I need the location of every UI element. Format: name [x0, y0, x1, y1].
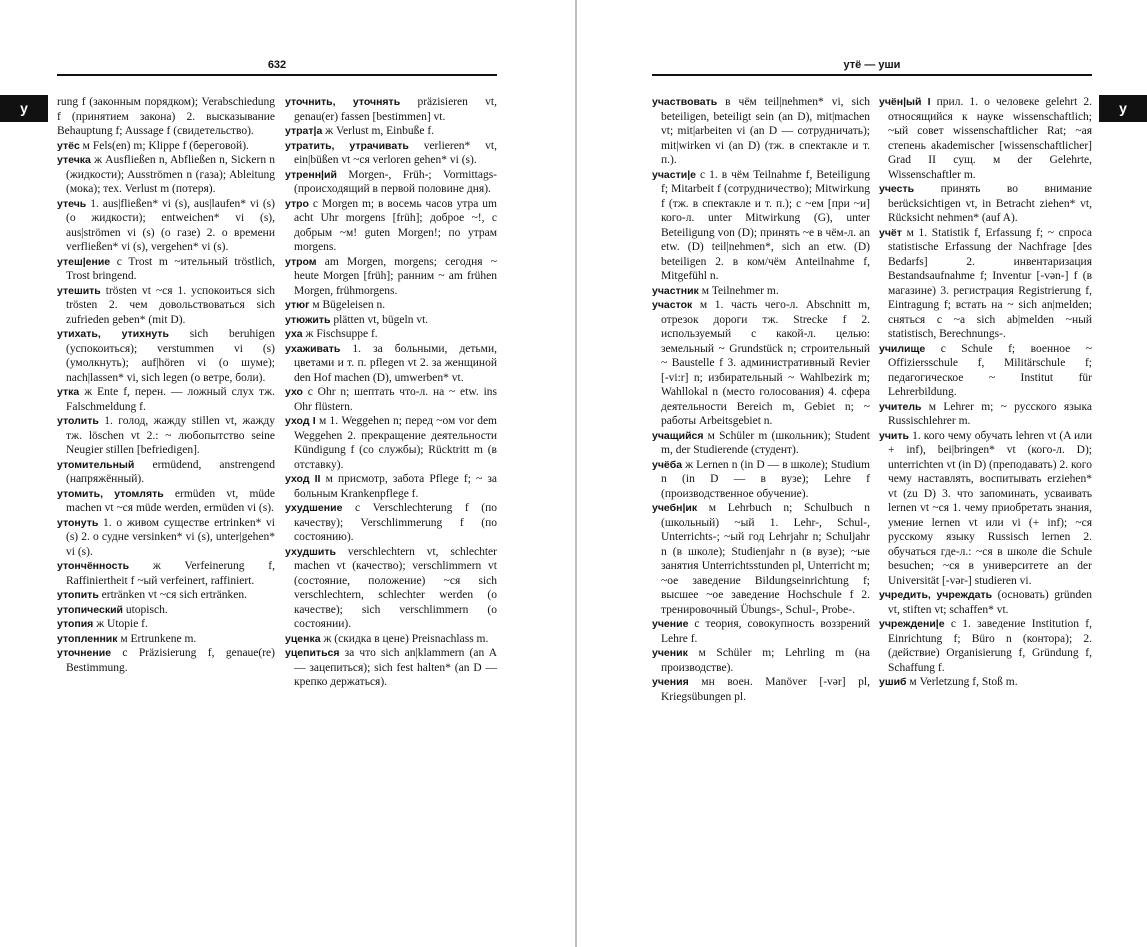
entry-headword: уценка [285, 632, 321, 645]
entry-headword: учить [879, 429, 909, 442]
entry-headword: учёт [879, 226, 902, 239]
dictionary-entry [285, 95, 497, 124]
entry-definition: 1. голод, жажду stillen vt, жажду тж. löschen vt 2.: ~ любопытство seine Neugier stillen [befriedigen]. [66, 415, 275, 456]
entry-definition: с Ohr n; шептать что-л. на ~ etw. ins Ohr flüstern. [294, 386, 497, 413]
entry-definition: trösten vt ~ся 1. успокоиться sich trösten 2. чем довольствоваться sich zufrieden geben* (mit D). [66, 284, 275, 326]
dictionary-entry [652, 501, 870, 617]
dictionary-entry [57, 153, 275, 197]
entry-headword: утопленник [57, 632, 118, 645]
dictionary-entry [57, 603, 275, 618]
entry-headword: утопия [57, 618, 94, 630]
dictionary-entry [285, 472, 497, 501]
entry-headword: утюг [285, 299, 310, 311]
entry-headword: участок [652, 299, 693, 311]
dictionary-entry [652, 95, 870, 168]
entry-headword: участник [652, 284, 699, 297]
entry-definition: с теория, совокупность воззрений Lehre f. [661, 618, 870, 645]
entry-definition: с Schule f; военное ~ Offiziersschule f, Militärschule f; педагогическое ~ Institut für Lehrerbildung. [888, 342, 1092, 398]
entry-headword: утка [57, 386, 80, 398]
entry-definition: с Präzisierung f, genaue(re) Bestimmung. [66, 647, 275, 674]
entry-definition: Morgen-, Früh-; Vormittags- (происходящий в первой половине дня). [294, 168, 497, 195]
entry-definition: с 1. в чём Teilnahme f, Beteiligung f; Mitarbeit f (сотрудничество); Mitwirkung f (тж. в спектакле и т. п.); с ~ем [при ~и] кого-л. unter Mitwirkung (G), unter Beteiligung von (D); принять ~е в чём-л. an etw. (D) teil|nehmen*, sich an etw. (D) beteiligen 2. в ком/чём Anteilnahme f, Mitgefühl n. [661, 168, 870, 282]
entry-definition: 1. aus|fließen* vi (s), aus|laufen* vi (s) (о жидкости); entweichen* vi (s), aus|strömen vi (s) (о газе) 2. о времени verfließen* vi (s), vergehen* vi (s). [66, 197, 275, 253]
entry-headword: учредить, учреждать [879, 589, 993, 601]
entry-definition: м Verletzung f, Stoß m. [906, 676, 1018, 688]
entry-headword: учение [652, 618, 689, 630]
entry-headword: утренн|ий [285, 168, 337, 181]
entry-definition: м Schüler m; Lehrling m (на производстве). [661, 647, 870, 674]
entry-definition: ж Verlust m, Einbuße f. [322, 125, 435, 137]
entry-headword: утончённость [57, 560, 130, 572]
entry-headword: участвовать [652, 96, 718, 108]
dictionary-entry [57, 197, 275, 255]
dictionary-entry [285, 168, 497, 197]
entry-definition: rung f (законным порядком); Verabschiedung f (принятием закона) 2. высказывание Behauptung f; Aussage f (свидетельство). [57, 96, 275, 137]
entry-headword: ученик [652, 647, 688, 659]
entry-headword: утечка [57, 154, 91, 166]
dictionary-entry [57, 255, 275, 284]
entry-headword: ухудшение [285, 502, 343, 514]
dictionary-entry [879, 588, 1092, 617]
entry-headword: ухаживать [285, 342, 341, 355]
dictionary-entry [652, 458, 870, 502]
entry-definition: принять во внимание berücksichtigen vt, in Betracht ziehen* vt, Rücksicht nehmen* (auf A). [888, 183, 1092, 224]
dictionary-entry [879, 182, 1092, 226]
dictionary-entry [879, 675, 1092, 690]
entry-definition: в чём teil|nehmen* vi, sich beteiligen, beteiligt sein (an D), mit|machen vt; mit|arbeiten vi (an D — сотрудничать); mit|wirken vi (an D) (тж. в спектакле и т. п.). [661, 96, 870, 166]
entry-headword: участи|е [652, 168, 696, 181]
dictionary-column [879, 95, 1092, 690]
entry-definition: м Fels(en) m; Klippe f (береговой). [79, 139, 249, 152]
entry-headword: ушиб [879, 676, 907, 688]
entry-headword: ухо [285, 386, 303, 398]
dictionary-entry [57, 95, 275, 139]
dictionary-entry [57, 327, 275, 385]
entry-definition: verschlechtern vt, schlechter machen vt (качество); verschlimmern vt (состояние, положение) ~ся sich verschlechtern, schlechter werden (о качестве); sich verschlimmern (о состоянии). [294, 545, 497, 630]
entry-headword: учёба [652, 458, 683, 471]
dictionary-entry [652, 168, 870, 284]
entry-definition: am Morgen, morgens; сегодня ~ heute Morgen [früh]; ранним ~ am frühen Morgen, frühmorgens. [294, 255, 497, 297]
entry-definition: м Lehrer m; ~ русского языка Russischlehrer m. [888, 400, 1092, 427]
entry-definition: sich beruhigen (успокоиться); verstummen vi (s) (умолкнуть); auf|hören vi (о шуме); nach|lassen* vi, sich legen (о ветре, боли). [66, 328, 275, 384]
dictionary-entry [57, 588, 275, 603]
entry-definition: за что sich an|klammern (an A — зацепиться); sich fest halten* (an D — крепко держаться). [294, 647, 497, 688]
entry-headword: учесть [879, 183, 915, 195]
entry-headword: уха [285, 328, 303, 340]
entry-definition: ermüdend, anstrengend (напряжённый). [66, 458, 275, 485]
header-rule [652, 74, 1092, 76]
entry-definition: мн воен. Manöver [-vər] pl, Kriegsübungen pl. [661, 676, 870, 703]
dictionary-entry [652, 617, 870, 646]
dictionary-entry [285, 646, 497, 690]
dictionary-entry [57, 632, 275, 647]
dictionary-entry [285, 313, 497, 328]
dictionary-entry [57, 284, 275, 328]
entry-definition: ertränken vt ~ся sich ertränken. [98, 589, 247, 601]
entry-definition: м 1. часть чего-л. Abschnitt m, отрезок дороги тж. Strecke f 2. используемый с какой-л. целью: земельный ~ Grundstück n; строительный ~ Baustelle f 3. административный Revier [-vi:r] n; избирательный ~ Wahlbezirk m; Wahllokal n (место голосования) 4. сфера деятельности Bereich m, Gebiet n; ~ работы Arbeitsgebiet n. [661, 299, 870, 427]
page-number: 632 [267, 59, 287, 71]
entry-definition: прил. 1. о человеке gelehrt 2. относящийся к науке wissenschaftlich; ~ый совет wissenschaftlicher Rat; ~ая степень akademischer [wissenschaftlicher] Grad II сущ. м der Gelehrte, Wissenschaftler m. [888, 96, 1092, 181]
entry-definition: м 1. Statistik f, Erfassung f; ~ спроса statistische Erfassung der Nachfrage [des Bedarfs] 2. инвентаризация Bestandsaufnahme f; Inventur [-vən-] f (в магазине) 3. регистрация Registrierung f, Eintragung f; встать на ~ sich an|melden; сняться с ~а sich ab|melden ~ный statistisch, Berechnungs-. [888, 226, 1092, 340]
thumb-index-tab: у [0, 95, 48, 122]
entry-headword: уход I [285, 415, 316, 427]
dictionary-entry [57, 646, 275, 675]
book-gutter [575, 0, 577, 947]
dictionary-entry [879, 226, 1092, 342]
entry-definition: präzisieren vt, genau(er) fassen [bestimmen] vt. [294, 96, 498, 123]
entry-headword: ухудшить [285, 545, 336, 558]
dictionary-entry [285, 545, 497, 632]
entry-headword: уцепиться [285, 647, 340, 659]
entry-headword: утонуть [57, 516, 99, 529]
dictionary-entry [879, 617, 1092, 675]
entry-definition: м присмотр, забота Pflege f; ~ за больным Krankenpflege f. [294, 473, 497, 500]
entry-definition: ж Utopie f. [93, 618, 148, 630]
entry-definition: ermüden vt, müde machen vt ~ся müde werden, ermüden vi (s). [66, 487, 276, 514]
entry-definition: м Ertrunkene m. [117, 632, 197, 645]
entry-headword: учащийся [652, 429, 704, 442]
dictionary-entry [652, 646, 870, 675]
entry-headword: утёс [57, 139, 80, 152]
entry-headword: утолить [57, 415, 99, 427]
dictionary-entry [879, 400, 1092, 429]
dictionary-entry [879, 95, 1092, 182]
right-page [578, 0, 1147, 947]
entry-headword: учён|ый I [879, 96, 931, 108]
entry-definition: с Verschlechterung f (по качеству); Verschlimmerung f (по состоянию). [294, 502, 497, 543]
dictionary-column [57, 95, 275, 675]
entry-headword: утечь [57, 197, 87, 210]
dictionary-entry [652, 675, 870, 704]
entry-headword: утром [285, 255, 317, 268]
entry-headword: учреждени|е [879, 618, 945, 630]
entry-definition: с Morgen m; в восемь часов утра um acht Uhr morgens [früh]; доброе ~!, с добрым ~м! guten Morgen!; по утрам morgens. [294, 197, 497, 253]
entry-headword: утро [285, 197, 309, 210]
entry-definition: (основать) gründen vt, stiften vt; schaffen* vt. [888, 589, 1092, 616]
dictionary-entry [652, 429, 870, 458]
entry-headword: утрат|а [285, 125, 323, 137]
entry-definition: м 1. Weggehen n; перед ~ом vor dem Weggehen 2. прекращение деятельности Kündigung f (со службы); Rücktritt m (в отставку). [294, 415, 497, 471]
dictionary-entry [285, 197, 497, 255]
entry-headword: утомить, утомлять [57, 487, 164, 500]
dictionary-entry [57, 458, 275, 487]
thumb-index-tab: у [1099, 95, 1147, 122]
dictionary-entry [285, 139, 497, 168]
dictionary-entry [57, 516, 275, 560]
entry-definition: plätten vt, bügeln vt. [330, 313, 429, 326]
entry-definition: м Teilnehmer m. [698, 284, 779, 297]
dictionary-entry [57, 487, 275, 516]
dictionary-entry [652, 298, 870, 429]
entry-definition: ж Ente f, перен. — ложный слух тж. Falschmeldung f. [66, 386, 275, 413]
dictionary-entry [879, 429, 1092, 589]
entry-definition: 1. за больными, детьми, цветами и т. п. pflegen vt 2. за женщиной den Hof machen (D), umwerben* vt. [294, 342, 497, 384]
entry-definition: 1. кого чему обучать lehren vt (A или + inf), bei|bringen* vt (кого-л. D); unterrichten vt (in D) (преподавать) 2. кого чему наставлять, воспитывать erziehen* vt (zu D) 3. что запоминать, усваивать lernen vt ~ся 1. чему приобретать знания, умение lernen vt или vi (+ inf); ~ся русскому языку Russisch lernen 2. обучаться где-л.: ~ся в школе die Schule besuchen; ~ся в университете an der Universität [-vər-] studieren vi. [888, 429, 1092, 587]
entry-headword: утратить, утрачивать [285, 139, 409, 152]
entry-headword: утопический [57, 603, 123, 616]
entry-definition: м Schüler m (школьник); Student m, der Studierende (студент). [661, 429, 870, 456]
entry-definition: с Trost m ~ительный tröstlich, Trost bringend. [66, 255, 275, 282]
dictionary-entry [57, 139, 275, 154]
entry-definition: ж Verfeinerung f, Raffiniertheit f ~ый verfeinert, raffiniert. [66, 560, 275, 587]
entry-headword: утешить [57, 284, 101, 297]
entry-definition: с 1. заведение Institution f, Einrichtung f; Büro n (контора); 2. (действие) Organisierung f, Gründung f, Schaffung f. [888, 618, 1092, 674]
dictionary-entry [285, 632, 497, 647]
dictionary-entry [57, 617, 275, 632]
entry-definition: ж Fischsuppe f. [302, 328, 378, 340]
entry-definition: м Lehrbuch n; Schulbuch n (школьный) ~ый 1. Lehr-, Schul-, Unterrichts-; ~ый год Lehrjahr n; Schuljahr n (в школе); Studienjahr n (в вузе); ~ые занятия Unterrichtsstunden pl, Unterricht m; ~ое заведение Bildungseinrichtung f; высшее ~ое заведение Hochschule f 2. тренировочный Übungs-, Schul-, Probe-. [661, 502, 870, 616]
dictionary-entry [285, 298, 497, 313]
entry-headword: утюжить [285, 313, 331, 326]
dictionary-entry [285, 124, 497, 139]
entry-headword: утопить [57, 589, 99, 601]
dictionary-column [652, 95, 870, 704]
entry-definition: ж (скидка в цене) Preisnachlass m. [320, 632, 489, 645]
entry-headword: утеш|ение [57, 255, 111, 268]
dictionary-entry [285, 255, 497, 299]
entry-definition: ж Lernen n (in D — в школе); Studium n (in D — в вузе); Lehre f (производственное обучение). [661, 458, 870, 500]
dictionary-entry [285, 501, 497, 545]
entry-headword: учения [652, 676, 689, 688]
dictionary-entry [285, 342, 497, 386]
dictionary-entry [652, 284, 870, 299]
dictionary-column [285, 95, 497, 690]
header-rule [57, 74, 497, 76]
dictionary-entry [879, 342, 1092, 400]
entry-definition: м Bügeleisen n. [309, 299, 386, 311]
dictionary-entry [285, 327, 497, 342]
dictionary-entry [285, 385, 497, 414]
dictionary-entry [57, 414, 275, 458]
entry-definition: verlieren* vt, ein|büßen vt ~ся verloren gehen* vi (s). [294, 139, 497, 166]
running-head: утё — уши [843, 59, 901, 71]
entry-definition: utopisch. [122, 603, 168, 616]
entry-headword: утомительный [57, 458, 135, 471]
dictionary-entry [57, 385, 275, 414]
dictionary-entry [285, 414, 497, 472]
entry-headword: учебн|ик [652, 502, 698, 514]
entry-headword: утихать, утихнуть [57, 328, 169, 340]
entry-headword: уточнить, уточнять [285, 96, 401, 108]
entry-headword: уход II [285, 473, 321, 485]
entry-definition: ж Ausfließen n, Abfließen n, Sickern n (жидкости); Ausströmen n (газа); Ableitung (мока); тех. Verlust m (потеря). [66, 154, 275, 195]
dictionary-entry [57, 559, 275, 588]
entry-headword: уточнение [57, 647, 112, 659]
entry-headword: училище [879, 342, 926, 355]
entry-definition: 1. о живом существе ertrinken* vi (s) 2. о судне versinken* vi (s), unter|gehen* vi (s). [66, 516, 275, 558]
entry-headword: учитель [879, 400, 922, 413]
